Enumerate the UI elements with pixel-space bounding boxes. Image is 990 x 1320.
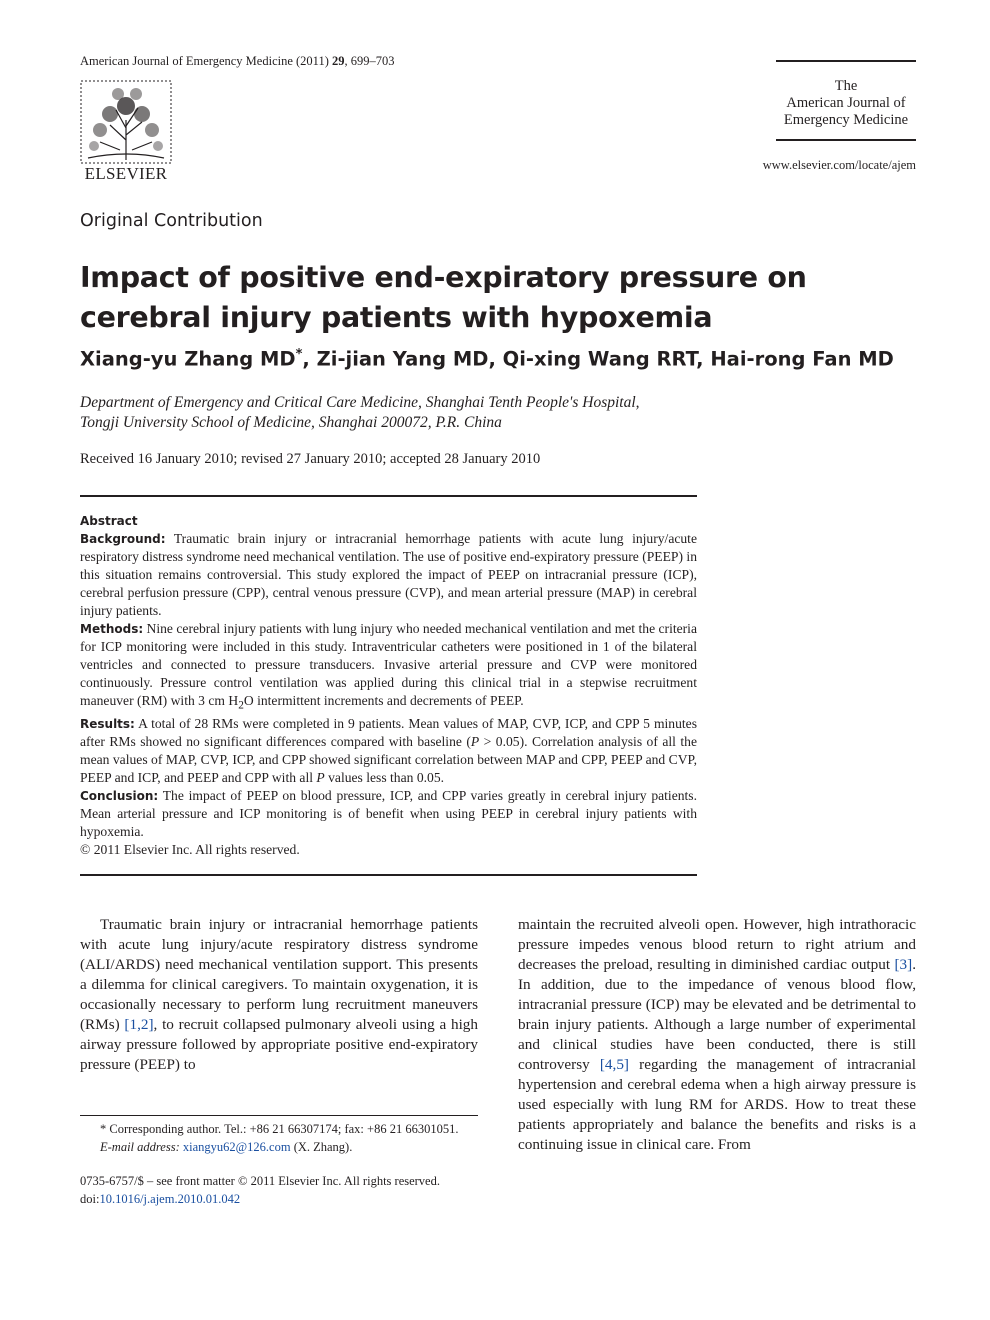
journal-name-line3: Emergency Medicine <box>783 112 909 128</box>
citation-link-4-5[interactable]: [4,5] <box>599 1056 629 1073</box>
corresponding-author-note <box>80 1120 478 1138</box>
results-p-symbol-1: P <box>470 733 480 749</box>
abstract-background <box>80 530 697 620</box>
footnote <box>80 1120 478 1156</box>
doi-line <box>80 1190 478 1208</box>
journal-rule-bottom <box>776 139 916 141</box>
left-text-a: Traumatic brain injury or intracranial hemorrhage patients with acute lung injury/acute respiratory distress syndrome (ALI/ARDS) need mechanical ventilation support. This presents a dilemma for clinical caregivers. To maintain oxygenation, it is occasionally necessary to perform lung recruitment maneuvers (RMs) <box>80 916 478 1033</box>
journal-name-line1: The <box>834 78 858 94</box>
email-link[interactable]: xiangyu62@126.com <box>182 1140 291 1154</box>
article-type: Original Contribution <box>80 211 263 231</box>
article-title: Impact of positive end-expiratory pressure on cerebral injury patients with hypoxemia <box>80 261 807 334</box>
results-label: Results: <box>80 716 135 731</box>
citation-link-3[interactable]: [3] <box>894 956 913 973</box>
abstract-copyright: © 2011 Elsevier Inc. All rights reserved. <box>80 841 300 857</box>
article-dates: Received 16 January 2010; revised 27 January 2010; accepted 28 January 2010 <box>80 451 541 467</box>
front-matter <box>80 1172 478 1208</box>
doi-link[interactable]: 10.1016/j.ajem.2010.01.042 <box>99 1192 241 1206</box>
conclusion-label: Conclusion: <box>80 788 159 803</box>
elsevier-tree-logo <box>80 80 172 164</box>
publisher-name: ELSEVIER <box>84 164 168 183</box>
other-authors: , Zi-jian Yang MD, Qi-xing Wang RRT, Hai-rong Fan MD <box>302 347 894 371</box>
affiliation <box>80 393 720 433</box>
affiliation-line1: Department of Emergency and Critical Care Medicine, Shanghai Tenth People's Hospital, <box>80 394 640 411</box>
conclusion-text: The impact of PEEP on blood pressure, ICP, and CPP varies greatly in cerebral injury patients. Mean arterial pressure and ICP monitoring is of benefit when using PEEP in cerebral injury patients with hypoxemia. <box>80 787 697 839</box>
author-1: Xiang-yu Zhang MD <box>80 347 296 371</box>
journal-rule-top <box>776 60 916 62</box>
abstract-rule-top <box>80 495 697 497</box>
results-text-b: > 0.05). Correlation analysis of all the mean values of MAP, CVP, ICP, and CPP showed significant correlation between MAP and CPP, PEEP and CVP, PEEP and ICP, and PEEP and CPP with all <box>80 733 697 785</box>
results-p-symbol-2: P <box>316 769 325 785</box>
abstract-rule-bottom <box>80 874 697 876</box>
citation-journal: American Journal of Emergency Medicine (2011) <box>80 54 332 68</box>
footnote-mark: * <box>100 1122 107 1136</box>
doi-label: doi: <box>80 1192 100 1206</box>
journal-name <box>776 78 916 129</box>
issn-line: 0735-6757/$ – see front matter © 2011 Elsevier Inc. All rights reserved. <box>80 1174 440 1188</box>
email-note <box>80 1138 478 1156</box>
methods-subscript: 2 <box>238 699 244 712</box>
citation-pages: , 699–703 <box>344 54 395 68</box>
journal-citation <box>80 54 395 69</box>
citation-link-1-2[interactable]: [1,2] <box>124 1016 154 1033</box>
journal-name-line2: American Journal of <box>786 95 906 111</box>
email-suffix: (X. Zhang). <box>290 1140 353 1154</box>
methods-label: Methods: <box>80 622 144 636</box>
body-column-left <box>80 915 478 1075</box>
abstract-heading: Abstract <box>80 514 138 528</box>
methods-text-a: Nine cerebral injury patients with lung injury who needed mechanical ventilation and met the criteria for ICP monitoring were included in this study. Intraventricular catheters were positioned in 1 of the bilateral ventricles and connected to pressure transducers. Invasive arterial pressure and CVP were monitored continuously. Pressure control ventilation was applied during this clinical trial in a stepwise recruitment maneuver (RM) with 3 cm H <box>80 621 697 708</box>
abstract <box>80 512 697 859</box>
abstract-results <box>80 715 697 787</box>
citation-volume: 29 <box>332 54 345 68</box>
footnote-rule <box>80 1115 478 1116</box>
right-text-a: maintain the recruited alveoli open. However, high intrathoracic pressure impedes venous blood return to right atrium and decreases the preload, resulting in diminished cardiac output <box>518 916 916 973</box>
corresponding-author-mark[interactable]: * <box>295 347 303 362</box>
results-text-a: A total of 28 RMs were completed in 9 patients. Mean values of MAP, CVP, ICP, and CPP 5 minutes after RMs showed no significant differences compared with baseline ( <box>80 715 697 749</box>
abstract-methods <box>80 620 697 715</box>
affiliation-line2: Tongji University School of Medicine, Shanghai 200072, P.R. China <box>80 414 502 431</box>
right-text-c: regarding the management of intracranial hypertension and cerebral edema when a high airway pressure is used especially with lung RM for ARDS. How to treat these patients appropriately and balance the benefits and risks is a continuing issue in clinical care. From <box>518 1056 916 1153</box>
methods-text-b: O intermittent increments and decrements of PEEP. <box>243 693 524 708</box>
email-label: E-mail address: <box>100 1140 180 1154</box>
left-text-b: , to recruit collapsed pulmonary alveoli using a high airway pressure followed by appropriate positive end-expiratory pressure (PEEP) to <box>80 1016 478 1073</box>
abstract-conclusion <box>80 787 697 841</box>
author-list <box>80 347 894 371</box>
body-column-right <box>518 915 916 1155</box>
footnote-corresponding: Corresponding author. Tel.: +86 21 66307174; fax: +86 21 66301051. <box>106 1122 459 1136</box>
background-text: Traumatic brain injury or intracranial hemorrhage patients with acute lung injury/acute respiratory distress syndrome need mechanical ventilation. The use of positive end-expiratory pressure (PEEP) in this situation remains controversial. This study explored the impact of PEEP on intracranial pressure (ICP), cerebral perfusion pressure (CPP), central venous pressure (CVP), and mean arterial pressure (MAP) in cerebral injury patients. <box>80 531 697 618</box>
right-text-b: . In addition, due to the impedance of venous blood flow, intracranial pressure (ICP) may be elevated and be detrimental to brain injury patients. Although a large number of experimental and clinical studies have been conducted, there is still controversy <box>518 956 916 1073</box>
results-text-c: values less than 0.05. <box>324 769 445 785</box>
journal-url[interactable]: www.elsevier.com/locate/ajem <box>762 158 916 172</box>
background-label: Background: <box>80 532 166 546</box>
